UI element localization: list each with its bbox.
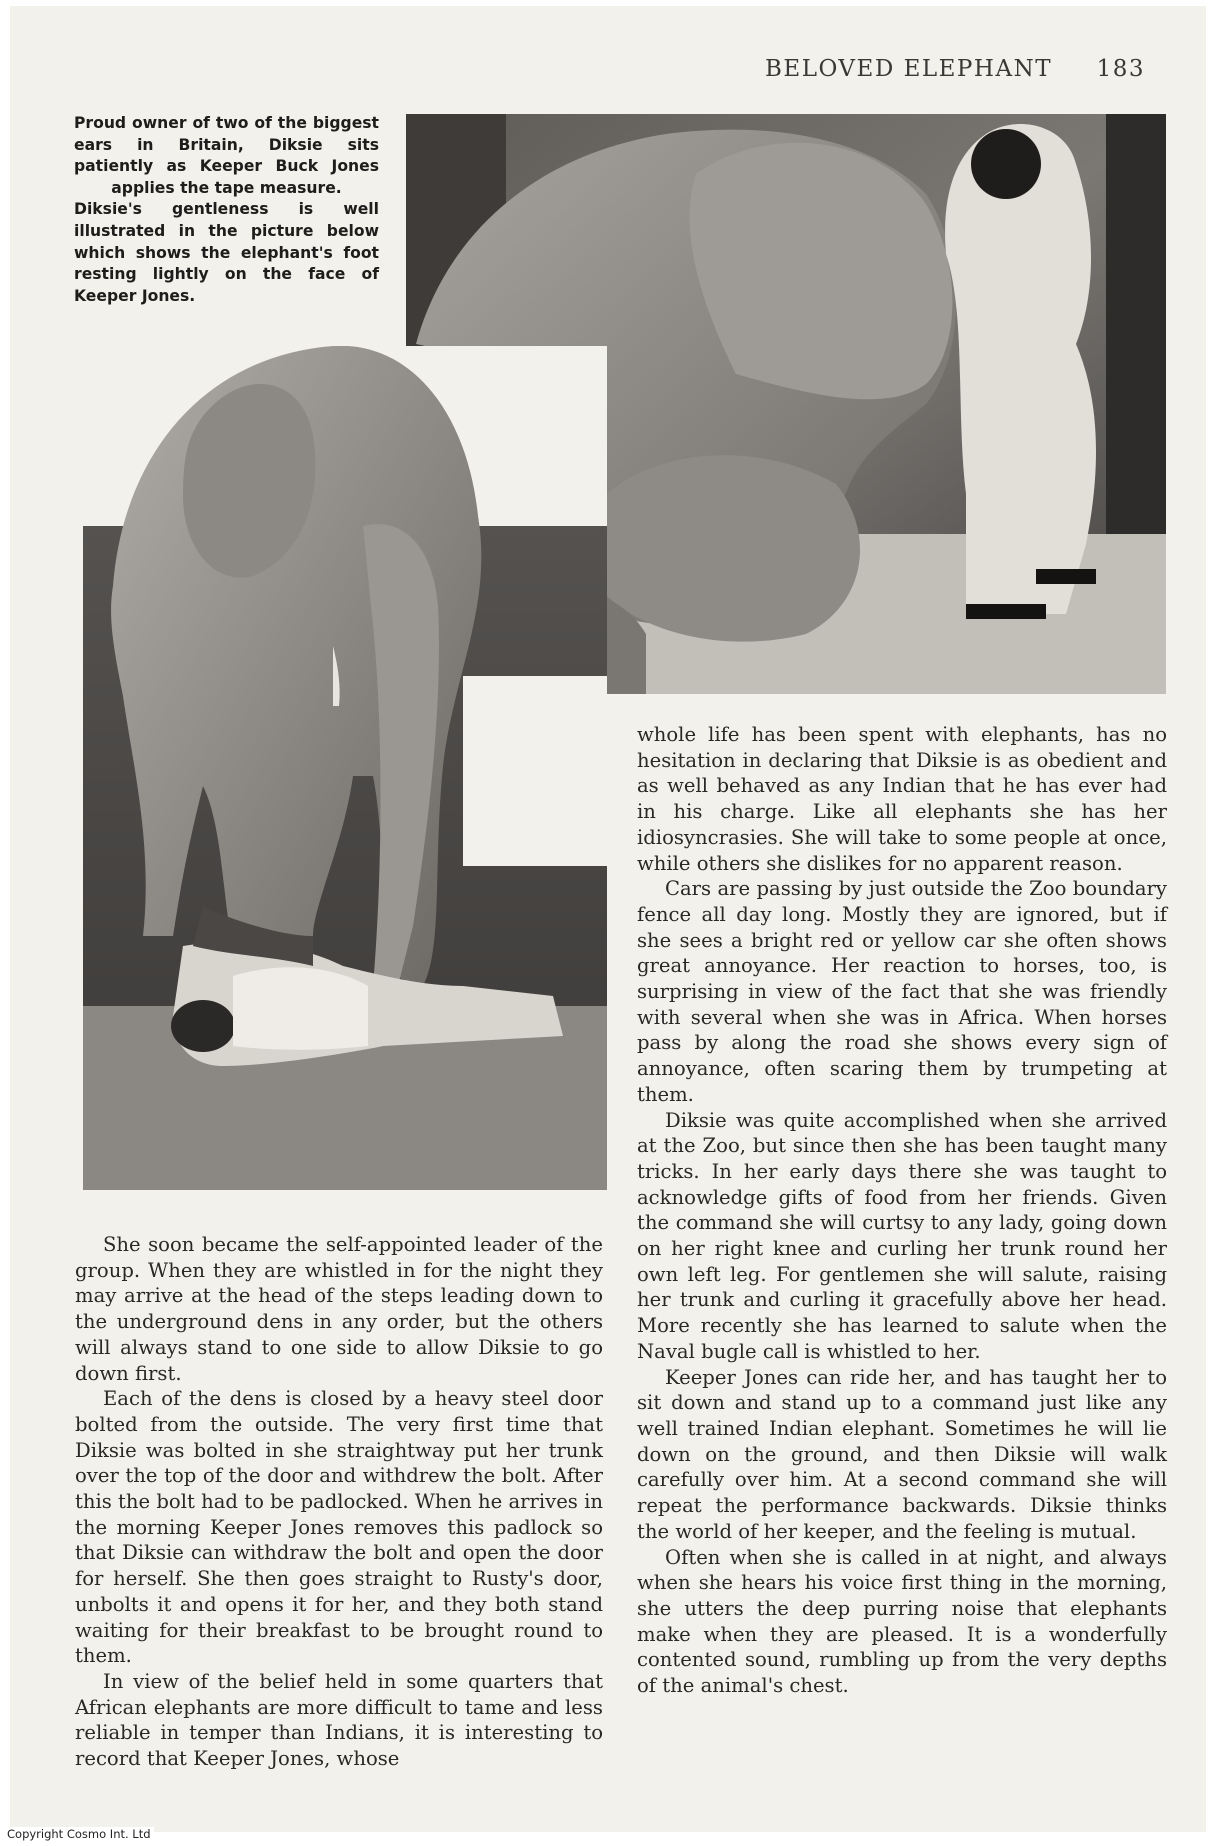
body-paragraph: Diksie was quite accomplished when she arrived at the Zoo, but since then she has been taught many tricks. In her early days there she was taught to acknowledge gifts of food from her friends. Given the command she will curtsy to any lady, going down on her right knee and curling her trunk round her own left leg. For gentlemen she will salute, raising her trunk and curling it gracefully above her head. More recently she has learned to salute when the Naval bugle call is whistled to her. — [637, 1108, 1167, 1363]
article-column-left — [75, 1232, 603, 1772]
photo-caption — [74, 113, 379, 307]
caption-paragraph-2: Diksie's gentleness is well illustrated in the picture below which shows the elephant's foot resting lightly on the face of Keeper Jones. — [74, 200, 379, 305]
photo-elephant-foot-on-keeper — [83, 346, 607, 1190]
body-paragraph: She soon became the self-appointed leader of the group. When they are whistled in for the night they may arrive at the head of the steps leading down to the underground dens in any order, but the others will always stand to one side to allow Diksie to go down first. — [75, 1233, 603, 1385]
body-paragraph: Often when she is called in at night, and always when she hears his voice first thing in the morning, she utters the deep purring noise that elephants make when they are pleased. It is a wonderfully contented sound, rumbling up from the very depths of the animal's chest. — [637, 1545, 1167, 1698]
magazine-page — [10, 6, 1206, 1832]
copyright-notice: Copyright Cosmo Int. Ltd — [4, 1827, 154, 1841]
body-paragraph: In view of the belief held in some quarters that African elephants are more difficult to tame and less reliable in temper than Indians, it is interesting to record that Keeper Jones, whose — [75, 1669, 603, 1771]
running-title: BELOVED ELEPHANT — [765, 56, 1053, 82]
caption-paragraph-1: Proud owner of two of the biggest ears in Britain, Diksie sits patiently as Keeper Buck Jones applies the tape measure. — [74, 114, 379, 197]
page-number: 183 — [1096, 56, 1145, 82]
body-paragraph: Keeper Jones can ride her, and has taught her to sit down and stand up to a command just like any well trained Indian elephant. Sometimes he will lie down on the ground, and then Diksie will walk carefully over him. At a second command she will repeat the performance backwards. Diksie thinks the world of her keeper, and the feeling is mutual. — [637, 1365, 1167, 1543]
body-paragraph: Each of the dens is closed by a heavy steel door bolted from the outside. The very first time that Diksie was bolted in she straightway put her trunk over the top of the door and withdrew the bolt. After this the bolt had to be padlocked. When he arrives in the morning Keeper Jones removes this padlock so that Diksie can withdraw the bolt and open the door for herself. She then goes straight to Rusty's door, unbolts it and opens it for her, and they both stand waiting for their breakfast to be brought round to them. — [75, 1387, 603, 1668]
article-column-right — [637, 722, 1167, 1699]
body-paragraph: whole life has been spent with elephants, has no hesitation in declaring that Diksie is as obedient and as well behaved as any Indian that he has ever had in his charge. Like all elephants she has her idiosyncrasies. She will take to some people at once, while others she dislikes for no apparent reason. — [637, 723, 1167, 875]
body-paragraph: Cars are passing by just outside the Zoo boundary fence all day long. Mostly they are ignored, but if she sees a bright red or yellow car she often shows great annoyance. Her reaction to horses, too, is surprising in view of the fact that she was friendly with several when she was in Africa. When horses pass by along the road she shows every sign of annoyance, often scaring them by trumpeting at them. — [637, 877, 1167, 1106]
